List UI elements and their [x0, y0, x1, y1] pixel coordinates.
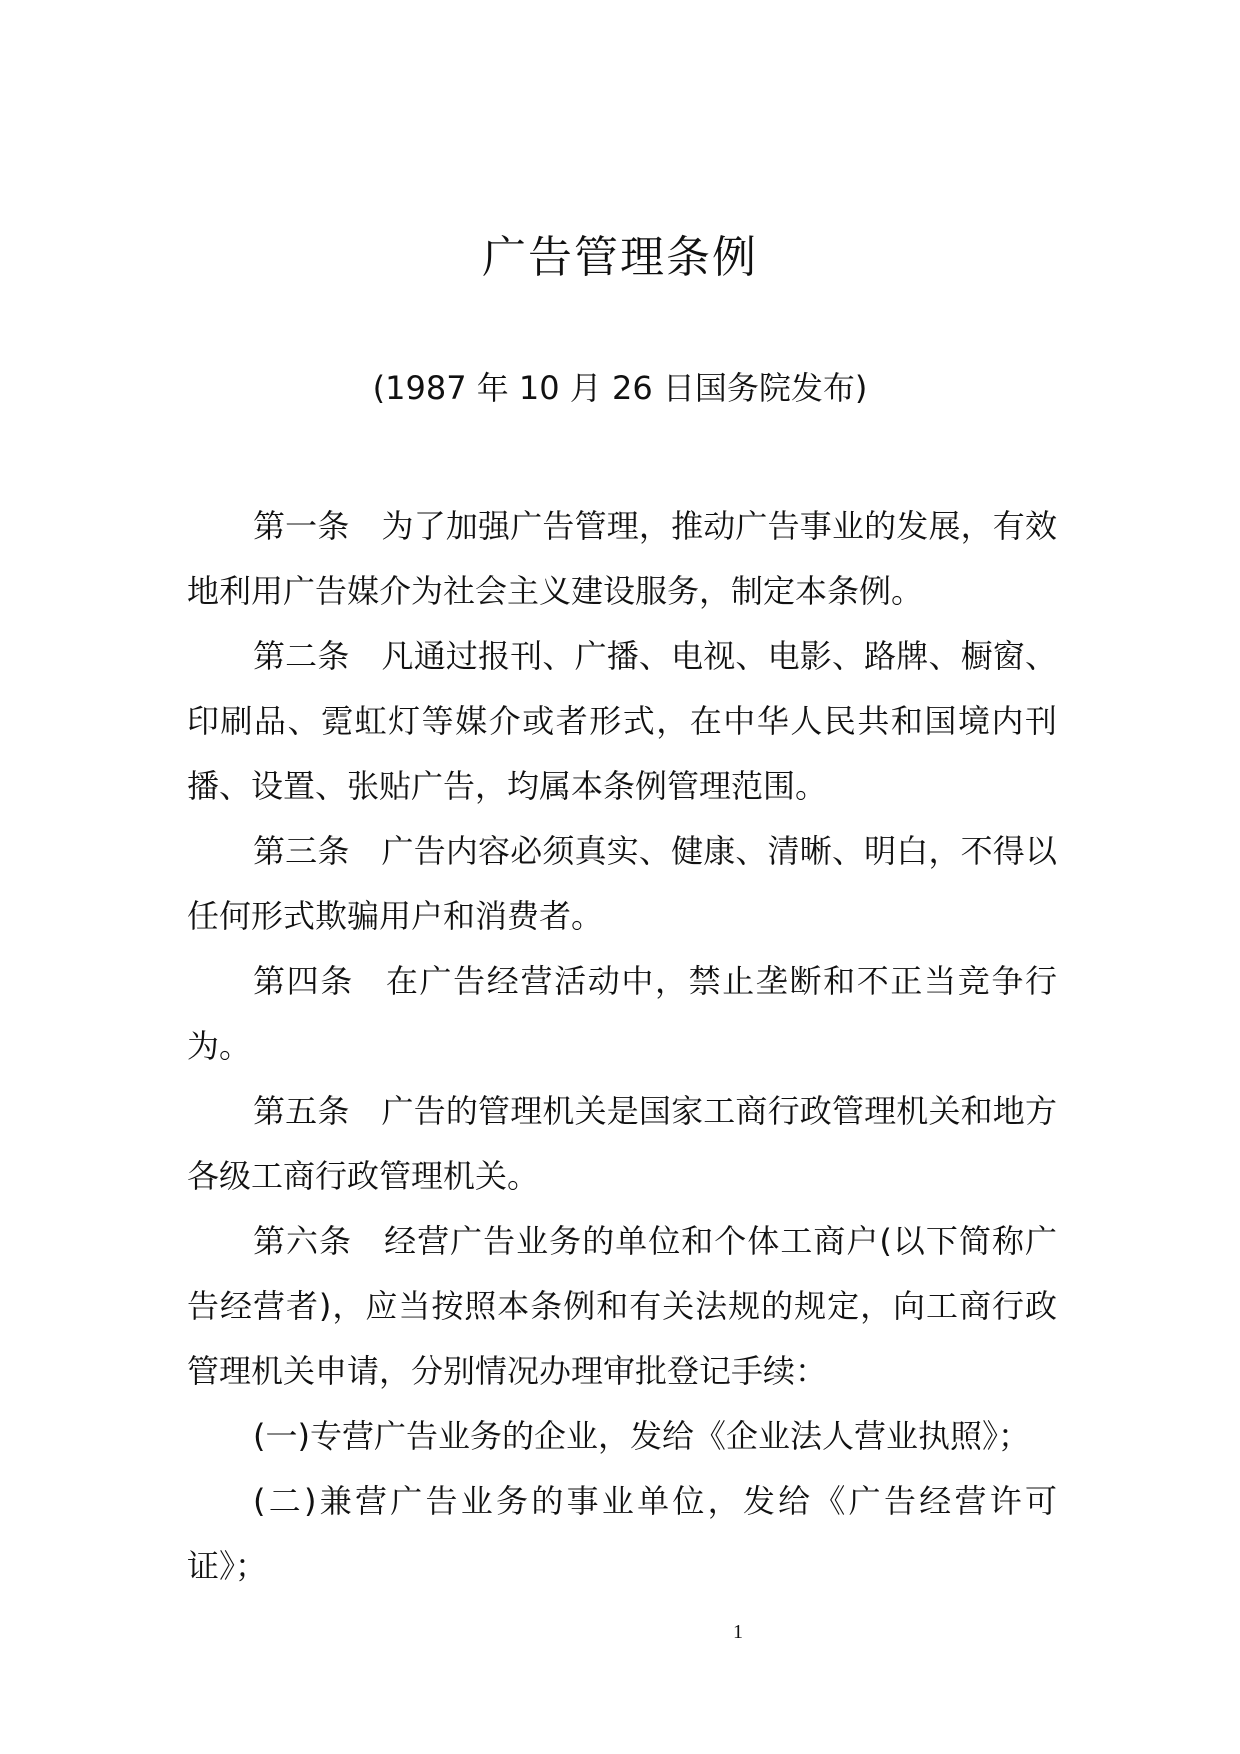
- document-body: [187, 494, 1057, 1599]
- document-title: 广告管理条例: [482, 232, 758, 283]
- article-paragraph: [187, 1209, 1057, 1404]
- article-number: 第三条: [253, 832, 350, 870]
- list-item: [187, 1404, 1057, 1469]
- document-subtitle: (1987 年 10 月 26 日国务院发布): [372, 369, 868, 407]
- article-text: 经营广告业务的单位和个体工商户(以下简称广告经营者)，应当按照本条例和有关法规的规定，向工商行政管理机关申请，分别情况办理审批登记手续：: [187, 1222, 1057, 1390]
- article-paragraph: [187, 819, 1057, 949]
- article-paragraph: [187, 949, 1057, 1079]
- page-number: [0, 1618, 1240, 1646]
- article-paragraph: [187, 1079, 1057, 1209]
- article-number: 第四条: [253, 962, 354, 1000]
- article-paragraph: [187, 494, 1057, 624]
- list-item-text: (一)专营广告业务的企业，发给《企业法人营业执照》；: [253, 1417, 1030, 1455]
- article-number: 第五条: [253, 1092, 350, 1130]
- page-number-text: 1: [733, 1621, 743, 1643]
- article-text: 为了加强广告管理，推动广告事业的发展，有效地利用广告媒介为社会主义建设服务，制定本条例。: [187, 507, 1057, 610]
- article-text: 广告的管理机关是国家工商行政管理机关和地方各级工商行政管理机关。: [187, 1092, 1057, 1195]
- article-paragraph: [187, 624, 1057, 819]
- article-text: 广告内容必须真实、健康、清晰、明白，不得以任何形式欺骗用户和消费者。: [187, 832, 1057, 935]
- article-text: 凡通过报刊、广播、电视、电影、路牌、橱窗、印刷品、霓虹灯等媒介或者形式，在中华人民共和国境内刊播、设置、张贴广告，均属本条例管理范围。: [187, 637, 1057, 805]
- article-number: 第二条: [253, 637, 350, 675]
- article-number: 第一条: [253, 507, 350, 545]
- article-number: 第六条: [253, 1222, 353, 1260]
- article-text: 在广告经营活动中，禁止垄断和不正当竞争行为。: [187, 962, 1057, 1065]
- list-item-text: (二)兼营广告业务的事业单位，发给《广告经营许可证》；: [187, 1482, 1057, 1585]
- list-item: [187, 1469, 1057, 1599]
